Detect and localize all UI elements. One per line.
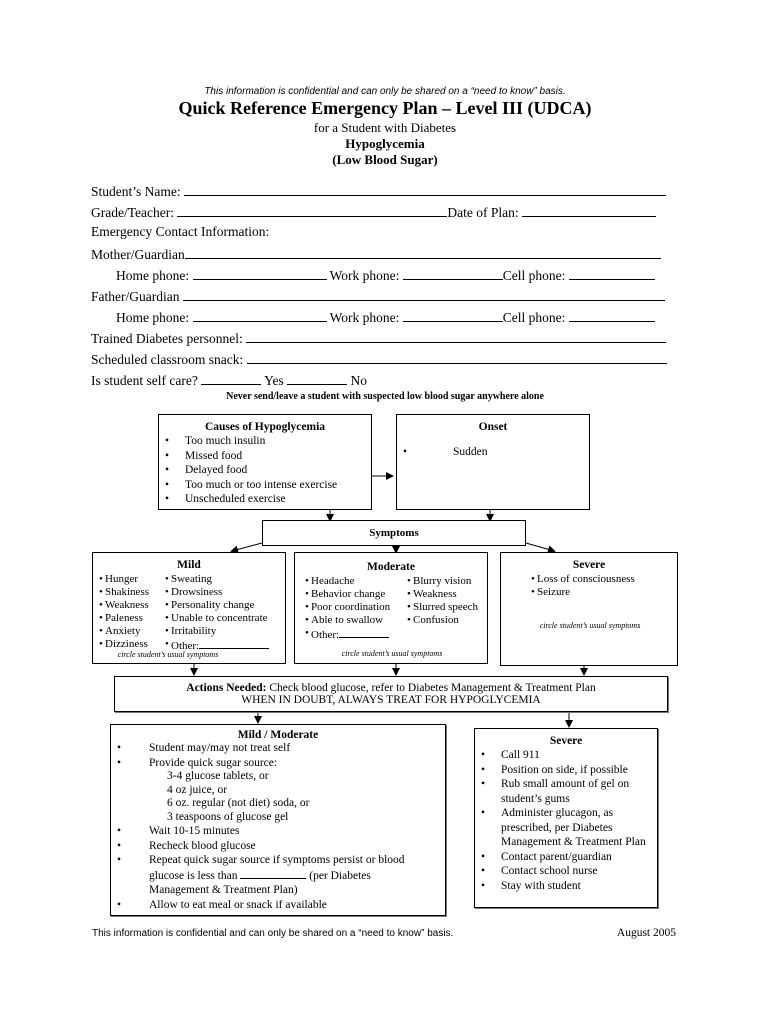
onset-list [397, 445, 589, 460]
trained-personnel-label: Trained Diabetes personnel: [91, 331, 243, 346]
student-name-label: Student’s Name: [91, 184, 181, 199]
severe-actions-title: Severe [549, 735, 583, 747]
list-item: • Delayed food [159, 463, 371, 478]
self-care-yes-label: Yes [264, 373, 284, 388]
repeat-text: Repeat quick sugar source if symptoms persist or blood [149, 854, 405, 866]
causes-box [158, 414, 372, 510]
home-phone-label: Home phone: [116, 310, 190, 325]
father-guardian-label: Father/Guardian [91, 289, 180, 304]
topic-subtitle: (Low Blood Sugar) [332, 152, 438, 167]
list-item: 3 teaspoons of glucose gel [167, 810, 289, 823]
mild-moderate-list-2 [111, 824, 445, 912]
list-item: • Unable to concentrate [165, 612, 269, 625]
list-item: • Too much insulin [159, 434, 371, 449]
mild-moderate-list [111, 741, 445, 770]
mild-column-2 [165, 573, 269, 653]
severe-actions-box [474, 728, 658, 908]
warning-text: Never send/leave a student with suspected low blood sugar anywhere alone [226, 391, 544, 402]
moderate-other-field[interactable] [339, 627, 389, 638]
severe-actions-list [475, 748, 657, 893]
grade-teacher-label: Grade/Teacher: [91, 205, 174, 220]
moderate-symptoms-box [294, 552, 488, 664]
list-item: • Weakness [407, 588, 478, 601]
plan-ref-text: Management & Treatment Plan) [149, 884, 298, 896]
list-item: • Irritability [165, 625, 269, 638]
other-label: Other: [171, 640, 200, 652]
list-item: • Call 911 [475, 748, 653, 763]
quick-sugar-options [111, 770, 445, 824]
list-item: • Student may/may not treat self [111, 741, 445, 756]
mild-moderate-title: Mild / Moderate [237, 729, 319, 741]
list-item: • Behavior change [305, 588, 390, 601]
list-item: 6 oz. regular (not diet) soda, or [167, 797, 310, 809]
date-of-plan-label: Date of Plan: [447, 205, 519, 220]
list-item: • Shakiness [99, 586, 149, 599]
classroom-snack-label: Scheduled classroom snack: [91, 352, 244, 367]
mild-column-1 [99, 573, 149, 651]
list-item: • Weakness [99, 599, 149, 612]
moderate-title: Moderate [367, 561, 415, 573]
list-item: • Rub small amount of gel on student’s gums [475, 777, 653, 806]
severe-symptoms-title: Severe [572, 559, 606, 571]
list-item [111, 853, 445, 898]
confidential-notice: This information is confidential and can only be shared on a “need to know” basis. [204, 86, 566, 97]
work-phone-label: Work phone: [329, 310, 400, 325]
moderate-column-1 [305, 575, 390, 642]
mild-moderate-actions-box [110, 724, 446, 916]
glucose-threshold-field[interactable] [240, 868, 306, 879]
list-item: • Wait 10-15 minutes [111, 824, 445, 839]
list-item: • Contact school nurse [475, 864, 653, 879]
footer-date: August 2005 [616, 927, 676, 939]
list-item: • Able to swallow [305, 614, 390, 627]
list-item: • Administer glucagon, as prescribed, per Diabetes Management & Treatment Plan [475, 806, 653, 850]
mild-caption: circle student’s usual symptoms [117, 650, 219, 659]
emergency-contact-label: Emergency Contact Information: [91, 224, 270, 239]
list-item: • Blurry vision [407, 575, 478, 588]
actions-line-2: WHEN IN DOUBT, ALWAYS TREAT FOR HYPOGLYCEMIA [241, 694, 541, 706]
cell-phone-label: Cell phone: [502, 268, 566, 283]
list-item: • Poor coordination [305, 601, 390, 614]
work-phone-label: Work phone: [329, 268, 400, 283]
moderate-column-2 [407, 575, 478, 627]
onset-title: Onset [478, 421, 508, 433]
list-item: • Allow to eat meal or snack if available [111, 898, 445, 913]
page-title: Quick Reference Emergency Plan – Level III (UDCA) [178, 98, 592, 118]
list-item: 4 oz juice, or [167, 783, 228, 796]
mild-other-field[interactable] [199, 638, 269, 649]
actions-label: Actions Needed: [186, 682, 267, 694]
list-item: • Paleness [99, 612, 149, 625]
list-item: • Confusion [407, 614, 478, 627]
list-item: • Headache [305, 575, 390, 588]
list-item: • Anxiety [99, 625, 149, 638]
list-item: • Contact parent/guardian [475, 850, 653, 865]
list-item: • Position on side, if possible [475, 763, 653, 778]
actions-line-1 [115, 682, 667, 694]
home-phone-label: Home phone: [116, 268, 190, 283]
severe-symptoms-list [531, 573, 635, 599]
onset-box [396, 414, 590, 510]
glucose-threshold-label: glucose is less than [149, 869, 238, 882]
mother-guardian-label: Mother/Guardian [91, 247, 185, 262]
self-care-label: Is student self care? [91, 373, 198, 388]
severe-symptoms-caption: circle student’s usual symptoms [539, 621, 641, 630]
per-plan-text: (per Diabetes [309, 869, 371, 882]
page-subtitle: for a Student with Diabetes [313, 120, 457, 135]
list-item: • Dizziness [99, 638, 149, 651]
list-item: • Drowsiness [165, 586, 269, 599]
list-item: • Recheck blood glucose [111, 839, 445, 854]
topic-title: Hypoglycemia [345, 136, 425, 151]
causes-list [159, 434, 371, 507]
moderate-caption: circle student’s usual symptoms [341, 649, 443, 658]
list-item: • Unscheduled exercise [159, 492, 371, 507]
other-label: Other: [311, 629, 340, 641]
mild-title: Mild [177, 559, 201, 571]
list-item [305, 627, 390, 642]
list-item: • Sweating [165, 573, 269, 586]
list-item: • Personality change [165, 599, 269, 612]
list-item: • Hunger [99, 573, 149, 586]
list-item: • Too much or too intense exercise [159, 478, 371, 493]
list-item: • Provide quick sugar source: [111, 756, 445, 771]
mild-symptoms-box [92, 552, 286, 664]
symptoms-box [262, 520, 526, 546]
cell-phone-label: Cell phone: [502, 310, 566, 325]
list-item: • Loss of consciousness [531, 573, 635, 586]
footer-confidential: This information is confidential and can only be shared on a “need to know” basis. [92, 928, 454, 939]
list-item: • Seizure [531, 586, 635, 599]
list-item: • Missed food [159, 449, 371, 464]
list-item: 3-4 glucose tablets, or [167, 770, 269, 782]
list-item: • Slurred speech [407, 601, 478, 614]
severe-symptoms-box [500, 552, 678, 666]
symptoms-title: Symptoms [369, 527, 419, 539]
causes-title: Causes of Hypoglycemia [204, 421, 326, 433]
self-care-no-label: No [350, 373, 367, 388]
list-item: • Sudden [397, 445, 589, 460]
list-item: • Stay with student [475, 879, 653, 894]
actions-text: Check blood glucose, refer to Diabetes Management & Treatment Plan [269, 682, 596, 694]
actions-needed-box [114, 676, 668, 712]
